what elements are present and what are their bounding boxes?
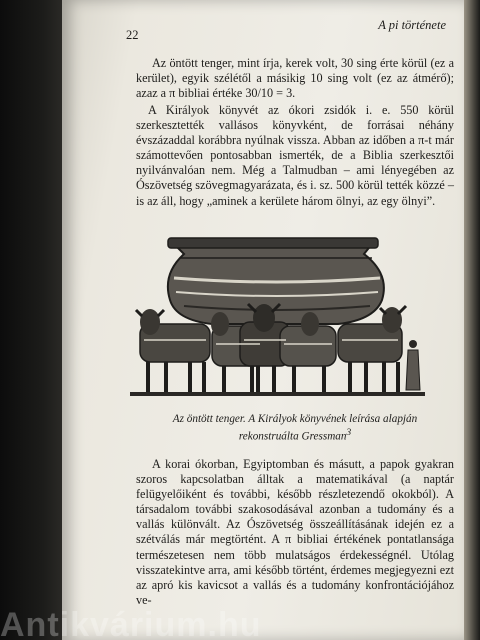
caption-line-1: Az öntött tenger. A Királyok könyvének leírása alapján	[172, 413, 418, 425]
cast-sea-illustration	[128, 232, 428, 410]
book-page	[62, 0, 464, 640]
page-header	[62, 18, 464, 42]
page-number: 22	[126, 28, 139, 42]
page-stack-edge	[464, 0, 480, 640]
paragraph-cast-sea: Az öntött tenger, mint írja, kerek volt, 30 sing érte körül (ez a kerület), egyik szélétől a másikig 10 sing volt (ez az átmérő); azaz a π bibliai értéke 30/10 = 3.	[136, 56, 454, 101]
paragraph-kings-book: A Királyok könyvét az ókori zsidók i. e. 550 körül szerkesztették vallásos könyvként, de forrásai néhány évszázaddal korábbra nyúlnak vissza. Abban az időben a π-t már számottevően pontosabban ismerték, de a Biblia szerkesztői nyilvánvalóan nem. Még a Talmudban – ami lényegében az Ószövetség szövegmagyarázata, és i. sz. 500 körül tették közzé – is az áll, hogy „aminek a kerülete három ölnyi, az egy ölnyi”.	[136, 103, 454, 208]
footnote-marker: 3	[346, 428, 352, 438]
caption-credit: rekonstruálta Gressman	[238, 430, 347, 443]
caption-line-2	[136, 426, 454, 444]
watermark: Antikvárium.hu	[0, 606, 262, 640]
book-gutter-shadow	[0, 0, 62, 640]
paragraph-early-antiquity: A korai ókorban, Egyiptomban és másutt, a papok gyakran szoros kapcsolatban álltak a matematikával (a naptár felügyelőiként és további, később részletezendő okokból). A társadalom további szakosodásával azonban a tudomány és a vallás különvált. Az Ószövetség összeállításának idején ez a szétválás már megtörtént. A π bibliai értékének pontatlansága természetesen nem több mulatságos érdekességnél. Utólag visszatekintve arra, ami később történt, érdemes megjegyezni ezt az apró kis kavicsot a vallás és a tudomány konfrontációjához ve-	[136, 457, 454, 607]
illustration-caption	[136, 412, 454, 444]
running-title: A pi története	[378, 18, 446, 32]
